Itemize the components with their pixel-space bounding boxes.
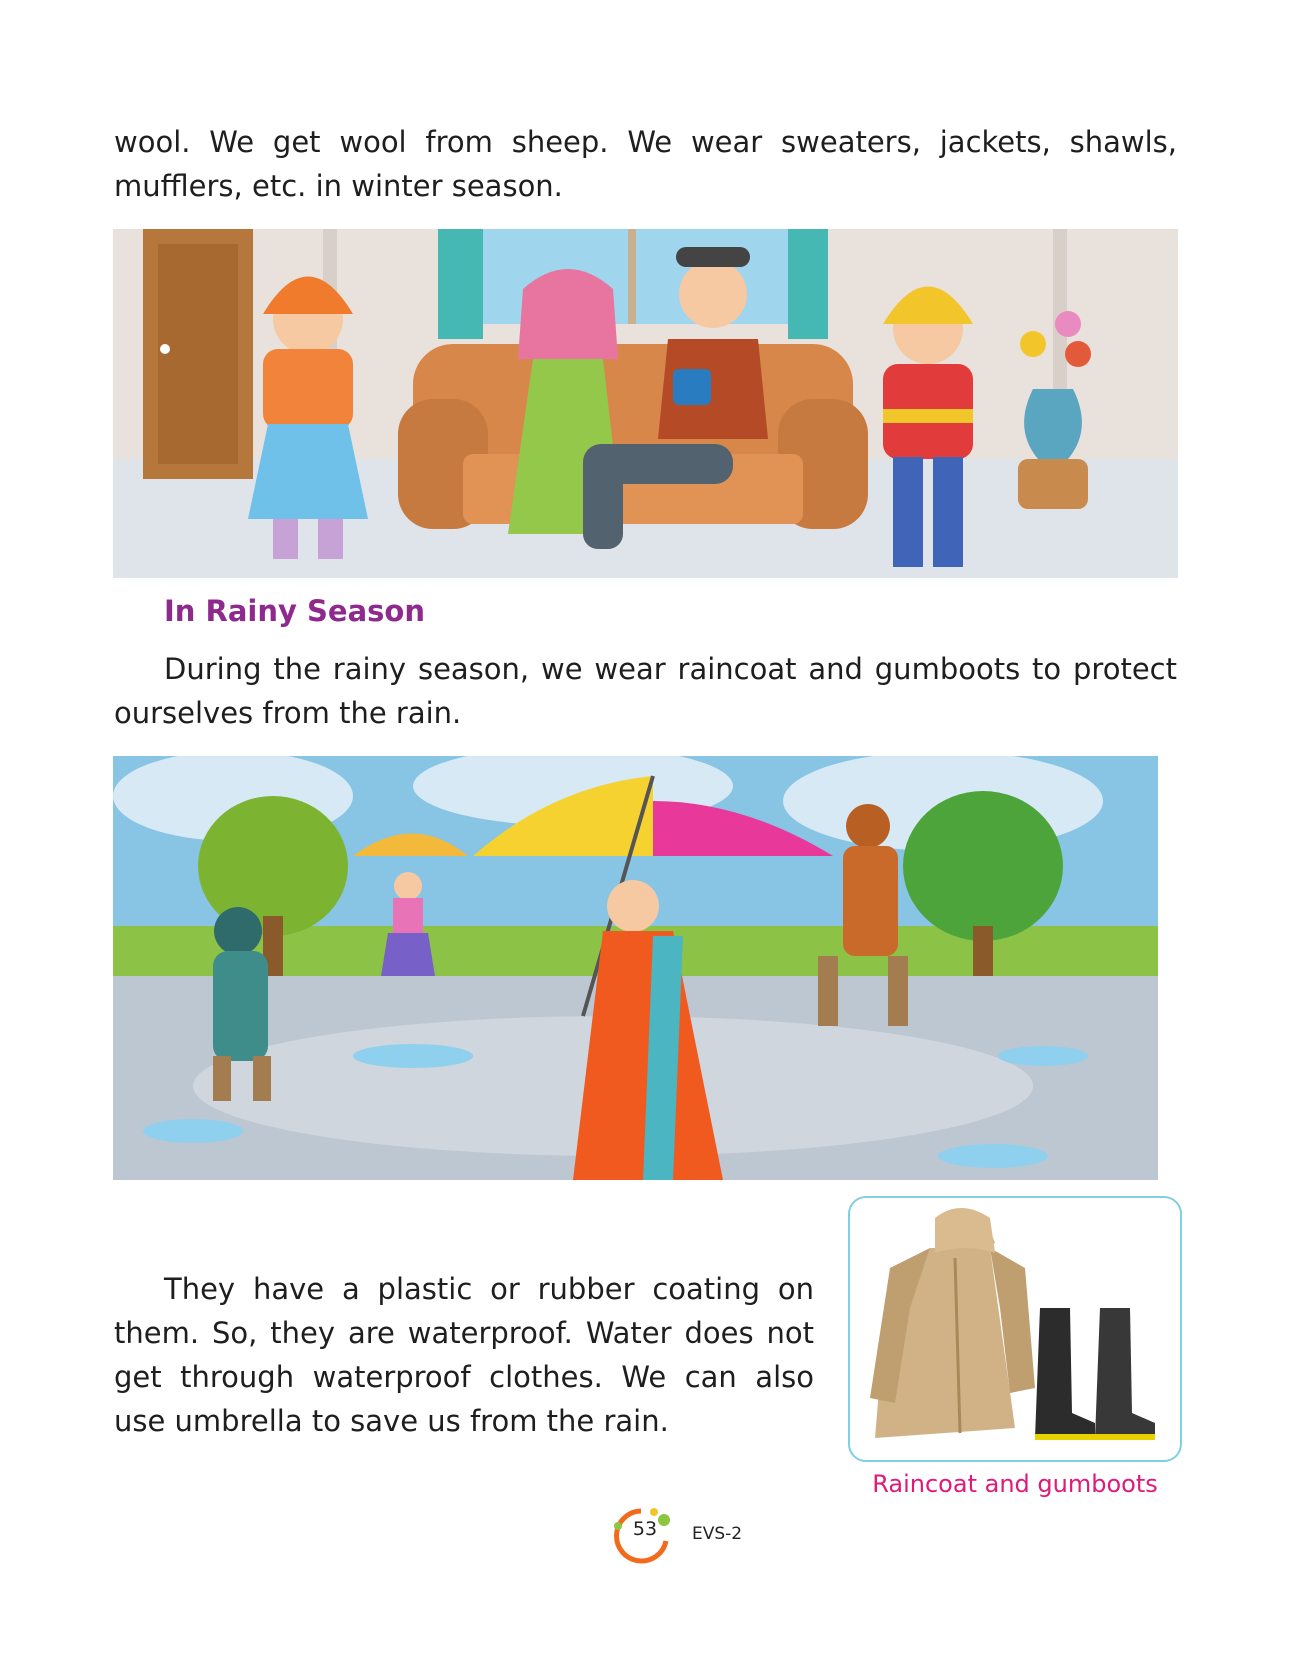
family-in-winter-clothes-icon: [113, 229, 1178, 578]
page-number: 53: [632, 1518, 658, 1540]
figure-caption: Raincoat and gumboots: [872, 1470, 1158, 1498]
paragraph-rainy-season: During the rainy season, we wear raincoat and gumboots to protect ourselves from the rain.: [114, 652, 1177, 730]
section-heading-rainy-season: In Rainy Season: [164, 594, 425, 628]
paragraph-waterproof: They have a plastic or rubber coating on them. So, they are waterproof. Water does not get through waterproof clothes. We can also use umbrella to save us from the rain.: [114, 1272, 814, 1438]
paragraph-winter-clothes: wool. We get wool from sheep. We wear sweaters, jackets, shawls, mufflers, etc. in winter season.: [114, 125, 1177, 203]
people-in-rain-icon: [113, 756, 1158, 1180]
raincoat-and-gumboots-icon: [848, 1196, 1182, 1462]
book-code: EVS-2: [692, 1524, 743, 1544]
